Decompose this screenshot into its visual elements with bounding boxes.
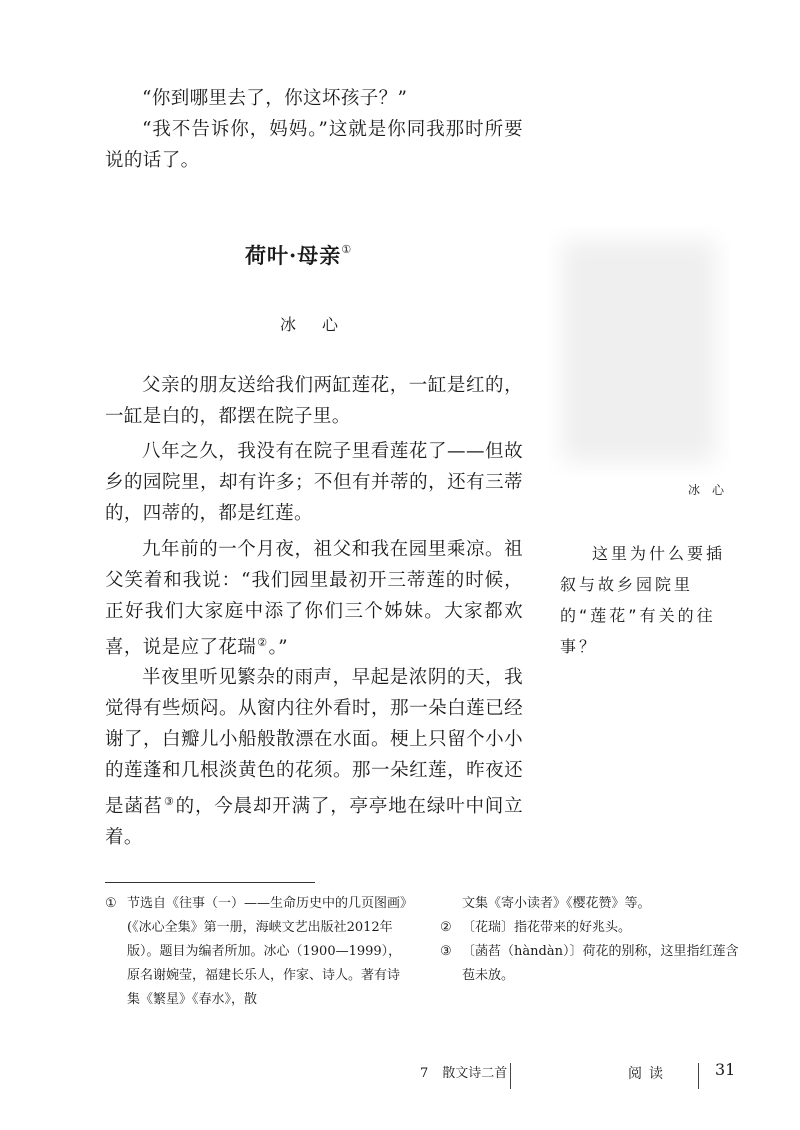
paragraph-3-text: 九年前的一个月夜，祖父和我在园里乘凉。祖父笑着和我说：“我们园里最初开三蒂莲的时候，正好我们大家庭中添了你们三个姊妹。大家都欢喜，说是应了花瑞 bbox=[105, 539, 523, 658]
footnote-2 bbox=[440, 916, 740, 940]
paragraph-3 bbox=[105, 534, 523, 663]
footnote-1-cont-text: 文集《寄小读者》《樱花赞》等。 bbox=[462, 896, 651, 911]
article-author: 冰心 bbox=[280, 315, 365, 334]
page-number: 31 bbox=[715, 1060, 736, 1079]
side-question: 这里为什么要插叙与故乡园院里的“莲花”有关的往事？ bbox=[560, 544, 726, 656]
article-title-text: 荷叶·母亲 bbox=[245, 243, 342, 268]
paragraph-2: 八年之久，我没有在院子里看莲花了——但故乡的园院里，却有许多；不但有并蒂的，还有三蒂的，四蒂的，都是红莲。 bbox=[105, 441, 523, 524]
footnote-1-text: 节选自《往事（一）——生命历史中的几页图画》(《冰心全集》第一册，海峡文艺出版社2012年版）。题目为编者所加。冰心（1900—1999），原名谢婉莹，福建长乐人，作家、诗人。著有诗集《繁星》《春水》，散 bbox=[127, 896, 407, 1007]
footnote-marker-2[interactable]: ② bbox=[257, 636, 268, 649]
footnote-1 bbox=[105, 892, 410, 1012]
footnotes-right-column bbox=[440, 892, 740, 988]
footnote-3 bbox=[440, 940, 740, 988]
running-footer-lesson bbox=[420, 1062, 507, 1081]
footnote-2-number: ② bbox=[440, 920, 452, 935]
footnote-1-continued bbox=[440, 892, 740, 916]
lesson-number: 7 bbox=[420, 1066, 429, 1081]
author-portrait-image bbox=[548, 226, 730, 476]
footer-divider-right bbox=[698, 1063, 699, 1089]
intro-line-2: “我不告诉你，妈妈。”这就是你同我那时所要说的话了。 bbox=[105, 119, 523, 171]
paragraph-3-end: 。” bbox=[268, 637, 288, 658]
paragraph-4 bbox=[105, 662, 523, 853]
footnote-divider bbox=[105, 882, 315, 883]
footer-divider-left bbox=[510, 1063, 511, 1089]
article-title bbox=[245, 240, 352, 270]
footnote-3-number: ③ bbox=[440, 944, 452, 959]
footnote-marker-3[interactable]: ③ bbox=[163, 795, 175, 808]
portrait-caption: 冰心 bbox=[688, 483, 737, 497]
footnote-3-text: 〔菡萏（hàndàn）〕荷花的别称，这里指红莲含苞未放。 bbox=[462, 944, 739, 983]
paragraph-4-end: 的，今晨却开满了，亭亭地在绿叶中间立着。 bbox=[105, 796, 524, 848]
footnote-2-text: 〔花瑞〕指花带来的好兆头。 bbox=[462, 920, 632, 935]
footnote-1-number: ① bbox=[105, 896, 117, 911]
footnotes-left-column bbox=[105, 892, 410, 1012]
title-footnote-marker[interactable]: ① bbox=[341, 243, 353, 256]
section-label: 阅读 bbox=[628, 1066, 670, 1082]
paragraph-1: 父亲的朋友送给我们两缸莲花，一缸是红的，一缸是白的，都摆在院子里。 bbox=[105, 375, 523, 427]
paragraph-4-text: 半夜里听见繁杂的雨声，早起是浓阴的天，我觉得有些烦闷。从窗内往外看时，那一朵白莲已经谢了，白瓣儿小船般散漂在水面。梗上只留个小小的莲蓬和几根淡黄色的花须。那一朵红莲，昨夜还是菡萏 bbox=[105, 667, 523, 817]
lesson-title: 散文诗二首 bbox=[442, 1066, 508, 1081]
intro-line-1: “你到哪里去了，你这坏孩子？” bbox=[142, 88, 408, 109]
